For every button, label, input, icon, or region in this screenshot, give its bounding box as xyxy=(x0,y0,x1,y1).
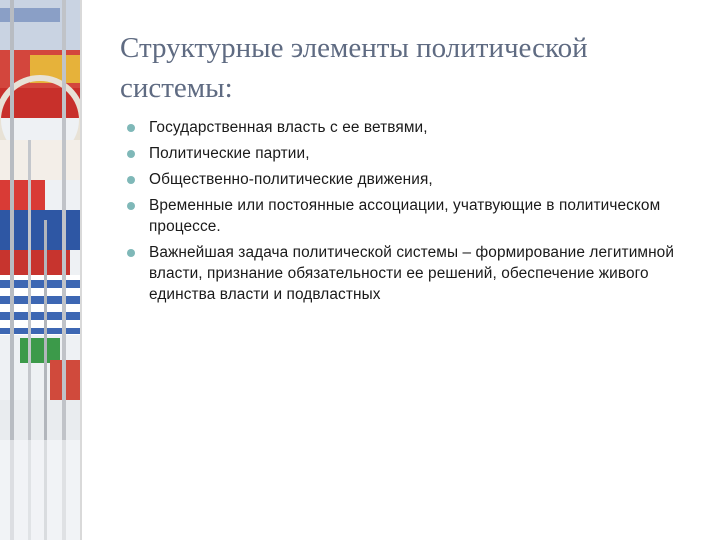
vertical-divider xyxy=(80,0,82,540)
list-item xyxy=(127,242,697,305)
list-item xyxy=(127,143,697,164)
bullet-dot-icon xyxy=(127,150,135,158)
list-item xyxy=(127,169,697,190)
bullet-dot-icon xyxy=(127,176,135,184)
slide-title xyxy=(120,28,680,108)
title-line-2: системы: xyxy=(120,72,233,104)
bullet-dot-icon xyxy=(127,202,135,210)
bullet-text: Политические партии, xyxy=(149,145,310,162)
bullet-text: Временные или постоянные ассоциации, учатвующие в политическом процессе. xyxy=(149,197,661,235)
bullet-text: Общественно-политические движения, xyxy=(149,171,433,188)
list-item xyxy=(127,117,697,138)
bullet-text: Важнейшая задача политической системы – формирование легитимной власти, признание обязательности ее решений, обеспечение живого единства власти и подвластных xyxy=(149,244,675,303)
flags-decoration xyxy=(0,0,80,540)
bullet-list xyxy=(127,117,697,310)
list-item xyxy=(127,195,697,237)
bullet-text: Государственная власть с ее ветвями, xyxy=(149,119,428,136)
title-line-1: Структурные элементы политической xyxy=(120,32,588,64)
bullet-dot-icon xyxy=(127,124,135,132)
bullet-dot-icon xyxy=(127,249,135,257)
